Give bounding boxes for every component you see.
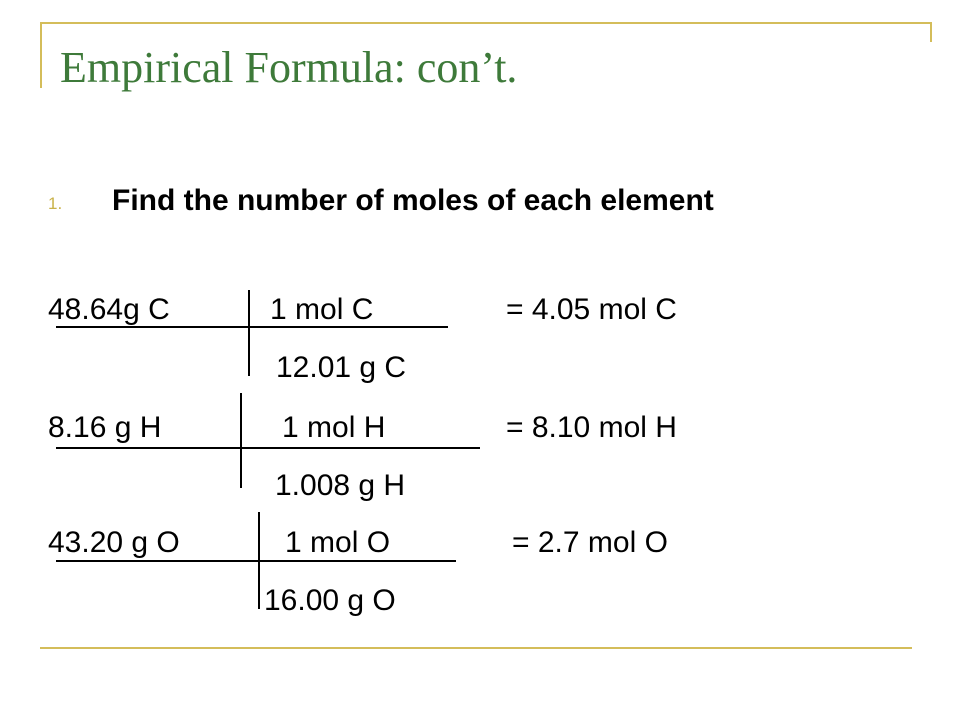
frame-right-line [930, 22, 932, 42]
calc-given: 43.20 g O [48, 526, 180, 559]
step-text: Find the number of moles of each element [112, 184, 714, 217]
calc-denominator: 16.00 g O [264, 584, 396, 617]
frame-left-line [40, 22, 42, 88]
step-number: 1. [48, 194, 63, 213]
frame-bottom-line [40, 647, 912, 649]
slide-title: Empirical Formula: con’t. [60, 43, 518, 92]
calc-denominator: 1.008 g H [275, 469, 406, 502]
fraction-bar [56, 447, 480, 449]
calc-result: = 4.05 mol C [506, 293, 677, 326]
divider-line [258, 512, 260, 609]
calc-given: 8.16 g H [48, 411, 162, 444]
calc-result: = 2.7 mol O [512, 526, 668, 559]
calc-numerator: 1 mol O [285, 526, 391, 559]
fraction-bar [56, 560, 456, 562]
frame-top-line [40, 22, 932, 24]
calc-denominator: 12.01 g C [276, 351, 407, 384]
calc-result: = 8.10 mol H [506, 411, 677, 444]
fraction-bar [56, 326, 448, 328]
divider-line [240, 393, 242, 488]
calc-given: 48.64g C [48, 293, 170, 326]
calc-numerator: 1 mol H [282, 411, 386, 444]
calc-numerator: 1 mol C [270, 293, 374, 326]
divider-line [248, 290, 250, 376]
